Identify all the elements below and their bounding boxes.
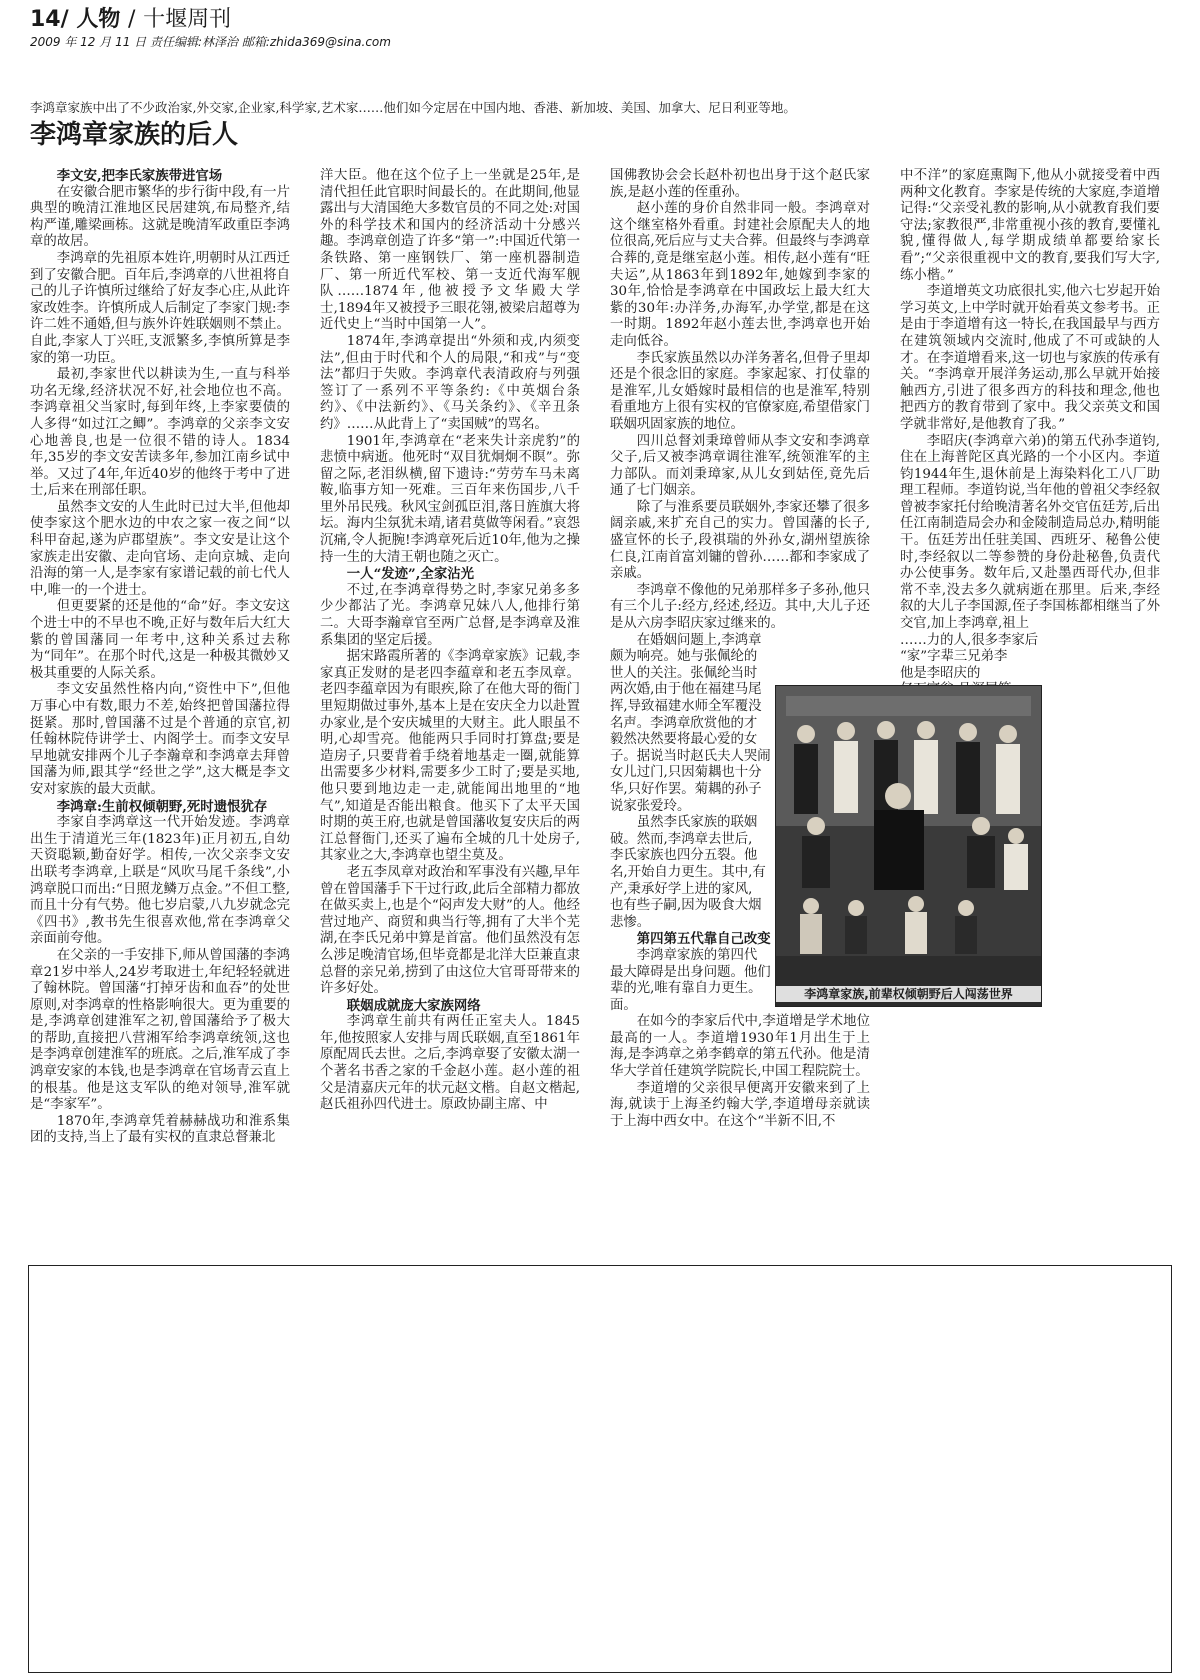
paragraph: 不过,在李鸿章得势之时,李家兄弟多多少少都沾了光。李鸿章兄妹八人,他排行第二。大哥李瀚章官至两广总督,是李鸿章及淮系集团的坚定后援。 <box>320 582 580 648</box>
paragraph: 华,只好作罢。菊耦的孙子 <box>610 781 762 797</box>
paragraph: 在婚姻问题上,李鸿章 <box>636 632 762 648</box>
paragraph: 挥,导致福建水师全军覆没 <box>610 699 762 714</box>
paragraph: 虽然李文安的人生此时已过大半,但他却使李家这个肥水边的中农之家一夜之间“以科甲奋起,遂为庐郡望族”。李文安是让这个家族走出安徽、走向官场、走向京城、走向沿海的第一人,是李家有家谱记载的前七代人中,唯一的一个进士。 <box>30 499 290 598</box>
paragraph: 悲惨。 <box>610 914 651 930</box>
paragraph: 毅然决然要将最心爱的女 <box>610 732 758 748</box>
paragraph: 李文安虽然性格内向,“资性中下”,但他万事心中有数,眼力不差,始终把曾国藩拉得挺紧。那时,曾国藩不过是个普通的京官,初任翰林院侍讲学士、内阁学士。而李文安早早地就安排两个儿子李瀚章和李鸿章去拜曾国藩为师,跟其学“经世之学”,这大概是李文安对家族的最大贡献。 <box>30 682 290 797</box>
paragraph: 中不洋”的家庭熏陶下,他从小就接受着中西两种文化教育。李家是传统的大家庭,李道增记得:“父亲受礼教的影响,从小就教育我们要守法;家教很严,非常重视小孩的教育,要懂礼貌,懂得做人,每学期成绩单都要给家长看”;“父亲很重视中文的教育,要我们写大字,练小楷。” <box>900 168 1160 283</box>
paragraph: 李鸿章生前共有两任正室夫人。1845年,他按照家人安排与周氏联姻,直至1861年原配周氏去世。之后,李鸿章娶了安徽太湖一个著名书香之家的千金赵小莲。赵小莲的祖父是清嘉庆元年的状元赵文楷。自赵文楷起,赵氏祖孙四代进士。原政协副主席、中 <box>320 1014 580 1113</box>
photo-caption: 李鸿章家族,前辈权倾朝野后人闯荡世界 <box>776 986 1041 1002</box>
paragraph: 除了与淮系要员联姻外,李家还攀了很多阔亲戚,来扩充自己的实力。曾国藩的长子,盛宣怀的长子,段祺瑞的外孙女,湖州望族徐仁良,江南首富刘镛的曾孙……都和李家成了亲戚。 <box>610 499 870 582</box>
paragraph: 名,开始自力更生。其中,有 <box>610 864 766 880</box>
paragraph: 两次婚,由于他在福建马尾 <box>610 682 762 698</box>
paper-name: 十堰周刊 <box>143 7 232 32</box>
paragraph: ……力的人,很多李家后 <box>900 632 1039 648</box>
article-column-1 <box>30 168 290 1268</box>
subheading: 李鸿章:生前权倾朝野,死时遗恨犹存 <box>56 798 268 815</box>
paragraph: 他是李昭庆的 <box>900 665 981 681</box>
paragraph: 颇为响亮。她与张佩纶的 <box>610 649 758 665</box>
empty-ad-box <box>28 1265 1172 1673</box>
paragraph: 1874年,李鸿章提出“外须和戎,内须变法”,但由于时代和个人的局限,“和戎”与“变法”都归于失败。李鸿章代表清政府与列强签订了一系列不平等条约:《中英烟台条约》、《中法新约》、《马关条约》、《辛丑条约》……从此背上了“卖国贼”的骂名。 <box>320 333 580 432</box>
paragraph: 最大障碍是出身问题。他们 <box>610 964 771 980</box>
paragraph: “家”字辈三兄弟李 <box>900 649 1008 665</box>
article-column-2 <box>320 168 580 1268</box>
paragraph: 李鸿章不像他的兄弟那样多子多孙,他只有三个儿子:经方,经述,经迈。其中,大儿子还是从六房李昭庆家过继来的。 <box>610 582 870 632</box>
paragraph: 据宋路霞所著的《李鸿章家族》记载,李家真正发财的是老四李蕴章和老五李凤章。老四李蕴章因为有眼疾,除了在他大哥的衙门里短期做过事外,基本上是在安庆全力以赴置办家业,是个安庆城里的大财主。此人眼虽不明,心却雪亮。他能两只手同时打算盘;要是造房子,只要背着手绕着地基走一圈,就能算出需要多少材料,需要多少工时了;要是买地,他只要到地边走一走,就能闻出地里的“地气”,知道是否能出粮食。他买下了太平天国时期的英王府,也就是曾国藩收复安庆后的两江总督衙门,还买了遍布全城的几十处房子,其家业之大,李鸿章也望尘莫及。 <box>320 649 580 864</box>
paragraph: 在父亲的一手安排下,师从曾国藩的李鸿章21岁中举人,24岁考取进士,年纪轻轻就进了翰林院。曾国藩“打掉牙齿和血吞”的处世原则,对李鸿章的性格影响很大。更为重要的是,李鸿章创建淮军之初,曾国藩给予了极大的帮助,直接把八营湘军给李鸿章统领,这也是李鸿章创建淮军的班底。之后,淮军成了李鸿章安家的本钱,也是李鸿章在官场青云直上的根基。他是这支军队的绝对领导,淮军就是“李家军”。 <box>30 947 290 1113</box>
paragraph: 国佛教协会会长赵朴初也出身于这个赵氏家族,是赵小莲的侄重孙。 <box>610 168 870 200</box>
paragraph: 李氏家族也四分五裂。他 <box>610 848 758 864</box>
section-name: 人物 <box>76 7 121 32</box>
paragraph: 在安徽合肥市繁华的步行街中段,有一片典型的晚清江淮地区民居建筑,布局整齐,结构严谨,雕梁画栋。这就是晚清军政重臣李鸿章的故居。 <box>30 184 290 250</box>
subheading: 联姻成就庞大家族网络 <box>346 997 481 1014</box>
paragraph: 1901年,李鸿章在“老来失计亲虎豹”的悲愤中病逝。他死时“双目犹炯炯不瞑”。弥留之际,老泪纵横,留下遗诗:“劳劳车马未离鞍,临事方知一死难。三百年来伤国步,八千里外吊民残。秋风宝剑孤臣泪,落日旌旗大将坛。海内尘氛犹未靖,诸君莫做等闲看。”哀怨沉痛,令人扼腕!李鸿章死后近10年,他为之操持一生的大清王朝也随之灭亡。 <box>320 433 580 565</box>
article-lead: 李鸿章家族中出了不少政治家,外交家,企业家,科学家,艺术家……他们如今定居在中国内地、香港、新加坡、美国、加拿大、尼日利亚等地。 <box>30 100 796 115</box>
masthead <box>30 6 1170 50</box>
paragraph: 老五李凤章对政治和军事没有兴趣,早年曾在曾国藩手下干过行政,此后全部精力都放在做买卖上,也是个“闷声发大财”的人。他经营过地产、商贸和典当行等,拥有了大半个芜湖,在李氏兄弟中算是首富。他们虽然没有怎么涉足晚清官场,但毕竟都是北洋大臣兼直隶总督的亲兄弟,捞到了由这位大官哥哥带来的许多好处。 <box>320 864 580 997</box>
paragraph: 产,秉承好学上进的家风, <box>610 881 753 897</box>
paragraph: 赵小莲的身价自然非同一般。李鸿章对这个继室格外看重。封建社会原配夫人的地位很高,死后应与丈夫合葬。但最终与李鸿章合葬的,竟是继室赵小莲。相传,赵小莲有“旺夫运”,从1863年到1892年,她嫁到李家的30年,恰恰是李鸿章在中国政坛上最大红大紫的30年:办洋务,办海军,办学堂,都是在这一时期。1892年赵小莲去世,李鸿章也开始走向低谷。 <box>610 201 870 349</box>
paragraph: 子。据说当时赵氏夫人哭闹 <box>610 748 771 764</box>
masthead-title <box>30 6 1170 34</box>
paragraph: 李氏家族虽然以办洋务著名,但骨子里却还是个很念旧的家庭。李家起家、打仗靠的是淮军,儿女婚嫁时最相信的也是淮军,特别看重地方上很有实权的官僚家庭,希望借家门联姻巩固家族的地位。 <box>610 350 870 432</box>
paragraph: 世人的关注。张佩纶当时 <box>610 665 758 681</box>
paragraph: 说家张爱玲。 <box>610 798 691 814</box>
paragraph: 四川总督刘秉璋曾师从李文安和李鸿章父子,后又被李鸿章调往淮军,统领淮军的主力部队。而刘秉璋家,从儿女到姑侄,竟先后通了七门姻亲。 <box>610 433 870 499</box>
masthead-meta: 2009 年 12 月 11 日 责任编辑:林泽治 邮箱:zhida369@sina.com <box>30 35 391 49</box>
paragraph: 虽然李氏家族的联姻 <box>636 815 758 831</box>
family-photo <box>775 685 1042 1007</box>
paragraph: 李道增英文功底很扎实,他六七岁起开始学习英文,上中学时就开始看英文参考书。正是由于李道增有这一特长,在我国最早与西方在建筑领域内交流时,他成了不可或缺的人才。在李道增看来,这一切也与家族的传承有关。“李鸿章开展洋务运动,那么早就开始接触西方,引进了很多西方的科技和理念,他也把西方的教育带到了家中。我父亲英文和国学就非常好,是他教育了我。” <box>900 284 1160 432</box>
page-number: 14/ <box>30 7 69 32</box>
paragraph: 李道增的父亲很早便离开安徽来到了上海,就读于上海圣约翰大学,李道增母亲就读于上海中西女中。在这个“半新不旧,不 <box>610 1080 870 1129</box>
subheading: 李文安,把李氏家族带进官场 <box>56 168 223 184</box>
paragraph: 破。然而,李鸿章去世后, <box>610 831 753 847</box>
paragraph: 洋大臣。他在这个位子上一坐就是25年,是清代担任此官职时间最长的。在此期间,他显露出与大清国绝大多数官员的不同之处:对国外的科学技术和国内的经济活动十分感兴趣。李鸿章创造了许多“第一”:中国近代第一条铁路、第一座钢铁厂、第一座机器制造厂、第一所近代军校、第一支近代海军舰队……1874年,他被授予文华殿大学士,1894年又被授予三眼花翎,被梁启超尊为近代史上“当时中国第一人”。 <box>320 168 580 333</box>
paragraph: 李家自李鸿章这一代开始发迹。李鸿章出生于清道光三年(1823年)正月初五,自幼天资聪颖,勤奋好学。相传,一次父亲李文安出联考李鸿章,上联是“风吹马尾千条线”,小鸿章脱口而出:“日照龙鳞万点金。”不但工整,而且十分有气势。他七岁启蒙,八九岁就念完《四书》,教书先生很喜欢他,常在李鸿章父亲面前夸他。 <box>30 815 290 947</box>
article-headline: 李鸿章家族的后人 <box>30 120 239 150</box>
paragraph: 女儿过门,只因菊耦也十分 <box>610 765 762 781</box>
subheading: 一人“发迹”,全家沾光 <box>346 566 474 583</box>
paragraph: 名声。李鸿章欣赏他的才 <box>610 715 758 731</box>
paragraph: 李鸿章家族的第四代 <box>636 947 758 963</box>
paragraph: 也有些子嗣,因为吸食大烟 <box>610 898 762 914</box>
title-separator: / <box>128 7 136 32</box>
paragraph: 1870年,李鸿章凭着赫赫战功和淮系集团的支持,当上了最有实权的直隶总督兼北 <box>30 1113 290 1146</box>
paragraph: 最初,李家世代以耕读为生,一直与科举功名无缘,经济状况不好,社会地位也不高。李鸿章祖父当家时,每到年终,上李家要债的人多得“如过江之鲫”。李鸿章的父亲李文安心地善良,也是一位很不错的诗人。1834年,35岁的李文安苦读多年,参加江南乡试中举。又过了4年,年近40岁的他终于考中了进士,后来在刑部任职。 <box>30 367 290 499</box>
paragraph: 李鸿章的先祖原本姓许,明朝时从江西迁到了安徽合肥。百年后,李鸿章的八世祖将自己的儿子许慎所过继给了好友李心庄,从此许家改姓李。许慎所成人后制定了李家门规:李许二姓不通婚,但与族外许姓联姻则不禁止。自此,李家人丁兴旺,支派繁多,李慎所算是李家的第一功臣。 <box>30 250 290 366</box>
paragraph: 在如今的李家后代中,李道增是学术地位最高的一人。李道增1930年1月出生于上海,是李鸿章之弟李鹤章的第五代孙。他是清华大学首任建筑学院院长,中国工程院院士。 <box>610 1014 870 1080</box>
family-photo-image <box>776 686 1041 1006</box>
paragraph: 但更要紧的还是他的“命”好。李文安这个进士中的不早也不晚,正好与数年后大红大紫的曾国藩同一年考中,这种关系过去称为“同年”。在那个时代,这是一种极其微妙又极其重要的人际关系。 <box>30 599 290 681</box>
subheading: 第四第五代靠自己改变 <box>636 931 771 948</box>
paragraph: 面。 <box>610 997 637 1013</box>
paragraph: 辈的光,唯有靠自力更生。 <box>610 981 762 997</box>
paragraph: 李昭庆(李鸿章六弟)的第五代孙李道钧,住在上海普陀区真光路的一个小区内。李道钧1944年生,退休前是上海染料化工八厂助理工程师。李道钧说,当年他的曾祖父李经叙曾被李家托付给晚清著名外交官伍廷芳,后出任江南制造局会办和金陵制造局总办,精明能干。伍廷芳出任驻美国、西班牙、秘鲁公使时,李经叙以二等参赞的身份赴秘鲁,负责代办公使事务。数年后,又赴墨西哥代办,但非常不幸,没去多久就病逝在那里。后来,李经叙的大儿子李国源,侄子李国栋都相继当了外交官,加上李鸿章,祖上 <box>900 433 1160 632</box>
